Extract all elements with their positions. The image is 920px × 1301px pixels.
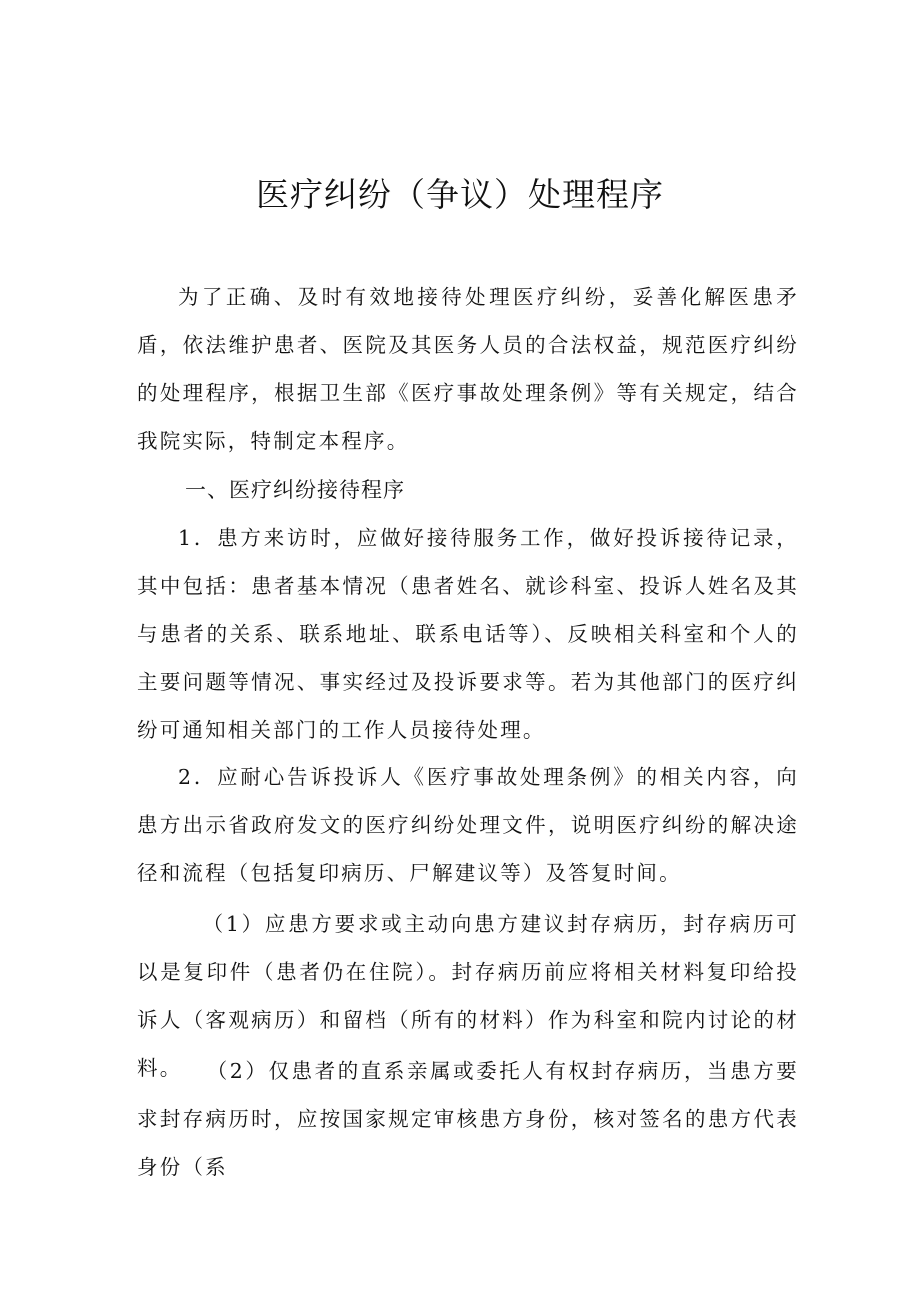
paragraph-sub-item-2: （2）仅患者的直系亲属或委托人有权封存病历，当患方要求封存病历时，应按国家规定审核患方身份，核对签名的患方代表身份（系 bbox=[137, 1059, 799, 1179]
section-heading-reception-procedure: 一、医疗纠纷接待程序 bbox=[185, 478, 405, 502]
document-title: 医疗纠纷（争议）处理程序 bbox=[256, 175, 664, 214]
paragraph-sub-item-1: （1）应患方要求或主动向患方建议封存病历，封存病历可以是复印件（患者仍在住院）。封存病历前应将相关材料复印给投诉人（客观病历）和留档（所有的材料）作为科室和院内讨论的材料。 bbox=[137, 912, 799, 1080]
paragraph-item-1: 1．患方来访时，应做好接待服务工作，做好投诉接待记录，其中包括：患者基本情况（患者姓名、就诊科室、投诉人姓名及其与患者的关系、联系地址、联系电话等）、反映相关科室和个人的主要问题等情况、事实经过及投诉要求等。若为其他部门的医疗纠纷可通知相关部门的工作人员接待处理。 bbox=[137, 526, 799, 742]
intro-paragraph: 为了正确、及时有效地接待处理医疗纠纷，妥善化解医患矛盾，依法维护患者、医院及其医务人员的合法权益，规范医疗纠纷的处理程序，根据卫生部《医疗事故处理条例》等有关规定，结合我院实际，特制定本程序。 bbox=[137, 285, 799, 453]
paragraph-item-2: 2．应耐心告诉投诉人《医疗事故处理条例》的相关内容，向患方出示省政府发文的医疗纠纷处理文件，说明医疗纠纷的解决途径和流程（包括复印病历、尸解建议等）及答复时间。 bbox=[137, 765, 799, 885]
